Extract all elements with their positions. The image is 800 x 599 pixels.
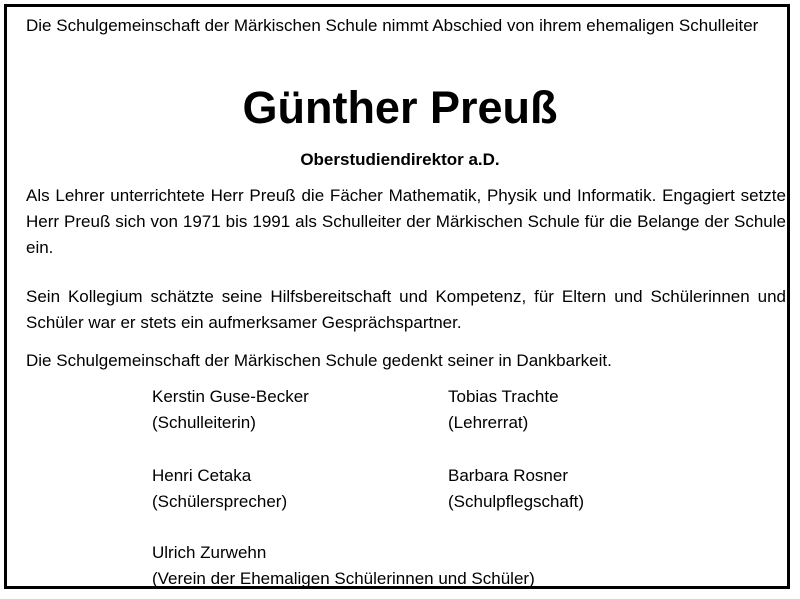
obituary-notice <box>4 4 790 589</box>
signatory-role: (Schülersprecher) <box>152 492 288 511</box>
deceased-name: Günther Preuß <box>242 82 558 133</box>
deceased-title: Oberstudiendirektor a.D. <box>300 150 500 169</box>
signatory-name: Ulrich Zurwehn <box>152 543 267 562</box>
paragraph-career: Als Lehrer unterrichtete Herr Preuß die Fächer Mathematik, Physik und Informatik. Engagiert setzte Herr Preuß sich von 1971 bis 1991 als Schulleiter der Märkischen Schule für die Belange der Schule ein. <box>26 186 786 257</box>
signatory-block <box>152 463 287 515</box>
signatory-block <box>448 384 559 436</box>
signatory-block <box>448 463 584 515</box>
signatory-block <box>152 384 309 436</box>
signatory-role: (Schulleiterin) <box>152 413 256 432</box>
signatory-block <box>152 540 535 592</box>
signatory-role: (Schulpflegschaft) <box>448 492 585 511</box>
paragraph-remembrance: Die Schulgemeinschaft der Märkischen Schule gedenkt seiner in Dankbarkeit. <box>26 351 612 370</box>
signatory-role: (Lehrerrat) <box>448 413 529 432</box>
signatory-name: Henri Cetaka <box>152 466 252 485</box>
signatory-name: Barbara Rosner <box>448 466 569 485</box>
signatory-name: Kerstin Guse-Becker <box>152 387 309 406</box>
signatory-role: (Verein der Ehemaligen Schülerinnen und Schüler) <box>152 569 535 588</box>
signatory-name: Tobias Trachte <box>448 387 559 406</box>
paragraph-colleagues: Sein Kollegium schätzte seine Hilfsbereitschaft und Kompetenz, für Eltern und Schülerinnen und Schüler war er stets ein aufmerksamer Gesprächspartner. <box>26 287 786 332</box>
intro-text: Die Schulgemeinschaft der Märkischen Schule nimmt Abschied von ihrem ehemaligen Schulleiter <box>26 16 759 35</box>
